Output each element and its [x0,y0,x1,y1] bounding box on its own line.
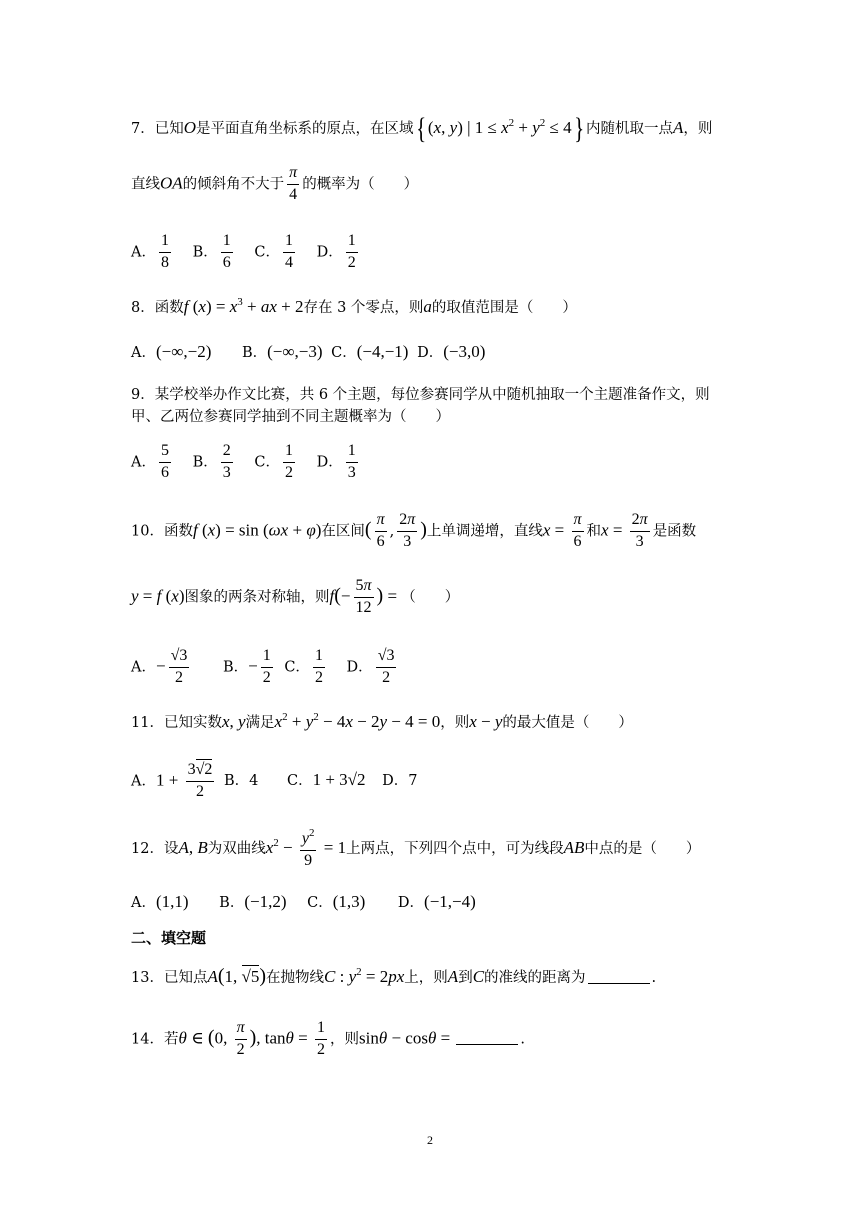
q13-answer-blank[interactable] [588,982,650,984]
q8-option-c[interactable]: C．(−4,−1) [331,342,409,361]
q8-options [131,343,485,361]
q12-option-a[interactable]: A．(1,1) [131,892,189,911]
q11-option-b[interactable]: B．4 [223,773,259,790]
q10-line1: 10．函数f (x) = sin (ωx + φ)在区间( $\frac{\pi}{6}$ , $\frac{2\pi}{3}$ )上单调递增，直线x = $\frac{\pi}{6}$ 和x = $\frac{2\pi}{3}$ 是函数 [131,511,697,550]
section-heading-fill-in: 二、填空题 [131,929,207,947]
q7-option-c[interactable]: C． $\frac{1}{4}$ [254,232,293,271]
q12-option-c[interactable]: C．(1,3) [307,892,366,911]
q7-options [131,233,361,272]
q8-option-d[interactable]: D．(−3,0) [417,342,486,361]
origin-o: O [183,118,197,137]
q9-option-a[interactable]: A． $\frac{5}{6}$ [131,442,169,481]
q8-option-b[interactable]: B．(−∞,−3) [241,342,323,361]
q8-line1: 8．函数f $(x) = x^3$ + ax + 2存在 3 个零点，则a的取值范围是（ ） [131,296,577,316]
q7-option-a[interactable]: A． $\frac{1}{8}$ [131,232,169,271]
page-number: 2 [427,1133,433,1147]
q13-parabola: C : $y^2 = 2px$ [324,966,405,986]
q14-answer-blank[interactable] [456,1043,518,1045]
q7-line2: 直线OA的倾斜角不大于 $\frac{\pi}{4}$ 的概率为（ ） [131,164,419,203]
q8-function: f $(x) = x^3$ + ax + 2 [183,296,304,316]
q9-options [131,443,361,482]
q13-line: 13．已知点A(1, √5)在抛物线C : $y^2 = 2px$上，则A到C的准线的距离为 . [131,965,657,987]
q9-option-c[interactable]: C． $\frac{1}{2}$ [254,442,293,481]
q12-option-b[interactable]: B．(−1,2) [219,892,287,911]
q9-option-d[interactable]: D． $\frac{1}{3}$ [316,442,356,481]
q12-line1: 12．设A, B为双曲线$x^2$ − $\frac{y^2}{9}$ = 1上两点，下列四个点中，可为线段AB中点的是（ ） [131,827,701,869]
q11-options [131,762,417,801]
q12-options [131,893,476,911]
q10-options [131,648,399,687]
q11-option-d[interactable]: D．7 [382,773,418,790]
q9-line1: 9．某学校举办作文比赛，共 6 个主题，每位参赛同学从中随机抽取一个主题准备作文，则 [131,387,710,403]
q11-line1: 11．已知实数x, y满足$x^2 + y^2 - 4x - 2y - 4 = 0$，则x − y的最大值是（ ） [131,711,633,731]
fraction-pi-over-4: $\frac{\pi}{4}$ [289,164,298,203]
q11-option-c[interactable]: C．1 + 3√2 [286,770,366,790]
q10-option-c[interactable]: C． $\frac{1}{2}$ [284,647,323,686]
q7-line1: 7．已知O是平面直角坐标系的原点，在区域{ (x, y) | $1 \le x^2 + y^2 \le 4$} 内随机取一点A，则 [131,112,713,145]
q12-option-d[interactable]: D．(−1,−4) [397,892,476,911]
q9-line2: 甲、乙两位参赛同学抽到不同主题概率为（ ） [131,409,450,425]
q7-region: (x, y) | $1 \le x^2 + y^2 \le 4$ [427,117,572,137]
q7-option-d[interactable]: D． $\frac{1}{2}$ [316,232,356,271]
q14-line: 14．若θ ∈ (0, $\frac{\pi}{2}$ ), tanθ = $\frac{1}{2}$ ，则sinθ − cosθ = . [131,1019,526,1058]
q10-option-d[interactable]: D． $\frac{√3}{2}$ [346,647,395,686]
q8-option-a[interactable]: A．(−∞,−2) [131,342,212,361]
q10-option-a[interactable]: A．− $\frac{√3}{2}$ [131,647,188,686]
q7-option-b[interactable]: B． $\frac{1}{6}$ [192,232,231,271]
q11-option-a[interactable]: A．1 + $\frac{3√2}{2}$ [131,761,213,800]
q9-option-b[interactable]: B． $\frac{2}{3}$ [192,442,231,481]
q11-equation: $x^2 + y^2 - 4x - 2y - 4 = 0$ [274,711,441,731]
q10-function: f (x) = sin (ωx + φ) [192,520,322,540]
q10-option-b[interactable]: B．− $\frac{1}{2}$ [222,647,271,686]
q10-line2: y = f (x)图象的两条对称轴，则f(− $\frac{5\pi}{12}$ ) = （ ） [131,577,460,616]
